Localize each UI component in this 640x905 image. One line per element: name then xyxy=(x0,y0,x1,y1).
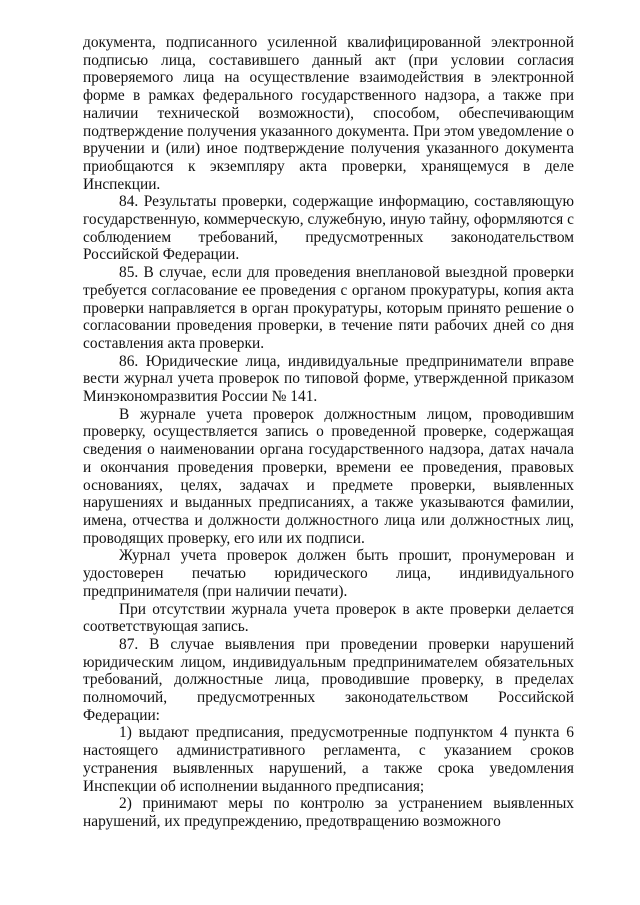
paragraph-87-item-2: 2) принимают меры по контролю за устранением выявленных нарушений, их предупреждению, предотвращению возможного xyxy=(83,795,574,830)
document-page xyxy=(83,34,574,831)
paragraph-87-item-1: 1) выдают предписания, предусмотренные подпунктом 4 пункта 6 настоящего административного регламента, с указанием сроков устранения выявленных нарушений, а также срока уведомления Инспекции об исполнении выданного предписания; xyxy=(83,724,574,795)
paragraph-journal-absence: При отсутствии журнала учета проверок в акте проверки делается соответствующая запись. xyxy=(83,600,574,636)
paragraph-journal-binding: Журнал учета проверок должен быть прошит, пронумерован и удостоверен печатью юридического лица, индивидуального предпринимателя (при наличии печати). xyxy=(83,547,574,600)
paragraph-continuation: документа, подписанного усиленной квалифицированной электронной подписью лица, составившего данный акт (при условии согласия проверяемого лица на осуществление взаимодействия в электронной форме в рамках федерального государственного надзора, а также при наличии технической возможности), способом, обеспечивающим подтверждение получения указанного документа. При этом уведомление о вручении и (или) иное подтверждение получения указанного документа приобщаются к экземпляру акта проверки, хранящемуся в деле Инспекции. xyxy=(83,34,574,193)
paragraph-85: 85. В случае, если для проведения внеплановой выездной проверки требуется согласование ее проведения с органом прокуратуры, копия акта проверки направляется в орган прокуратуры, которым принято решение о согласовании проведения проверки, в течение пяти рабочих дней со дня составления акта проверки. xyxy=(83,264,574,352)
paragraph-journal-entry: В журнале учета проверок должностным лицом, проводившим проверку, осуществляется запись о проведенной проверке, содержащая сведения о наименовании органа государственного надзора, датах начала и окончания проведения проверки, времени ее проведения, правовых основаниях, целях, задачах и предмете проверки, выявленных нарушениях и выданных предписаниях, а также указываются фамилии, имена, отчества и должности должностного лица или должностных лиц, проводящих проверку, его или их подписи. xyxy=(83,405,574,547)
paragraph-84: 84. Результаты проверки, содержащие информацию, составляющую государственную, коммерческую, служебную, иную тайну, оформляются с соблюдением требований, предусмотренных законодательством Российской Федерации. xyxy=(83,193,574,264)
paragraph-87: 87. В случае выявления при проведении проверки нарушений юридическим лицом, индивидуальным предпринимателем обязательных требований, должностные лица, проводившие проверку, в пределах полномочий, предусмотренных законодательством Российской Федерации: xyxy=(83,635,574,724)
paragraph-86: 86. Юридические лица, индивидуальные предприниматели вправе вести журнал учета проверок по типовой форме, утвержденной приказом Минэкономразвития России № 141. xyxy=(83,352,574,406)
